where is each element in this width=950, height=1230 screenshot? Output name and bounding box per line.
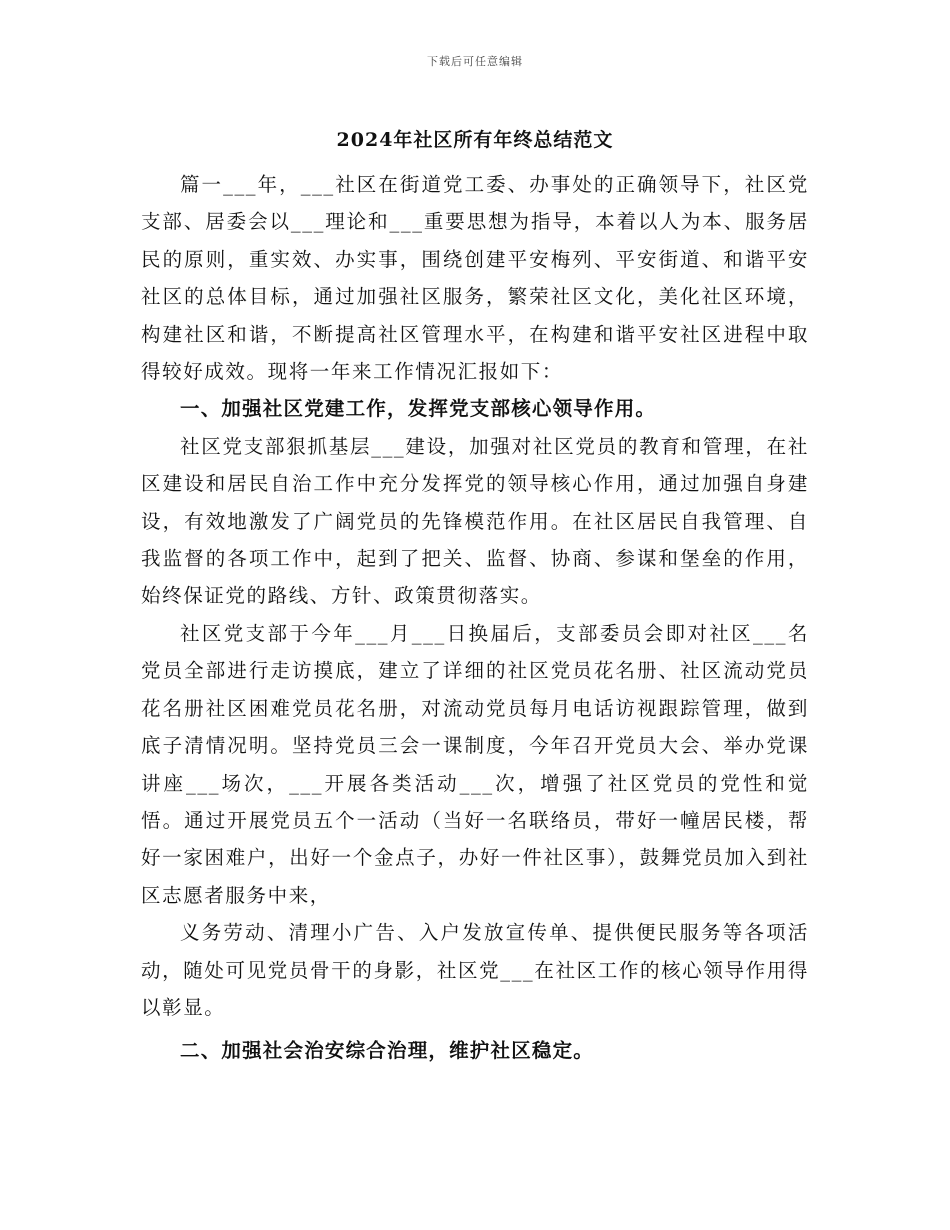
section-heading-2: 二、加强社会治安综合治理，维护社区稳定。 bbox=[180, 1039, 595, 1063]
paragraph-party-building: 社区党支部狠抓基层___建设，加强对社区党员的教育和管理，在社区建设和居民自治工作中充分发挥党的领导核心作用，通过加强自身建设，有效地激发了广阔党员的先锋模范作用。在社区居民自我管理、自我监督的各项工作中，起到了把关、监督、协商、参谋和堡垒的作用，始终保证党的路线、方针、政策贯彻落实。 bbox=[141, 434, 809, 608]
paragraph-intro: 篇一___年，___社区在街道党工委、办事处的正确领导下，社区党支部、居委会以___理论和___重要思想为指导，本着以人为本、服务居民的原则，重实效、办实事，围绕创建平安梅列、平安街道、和谐平安社区的总体目标，通过加强社区服务，繁荣社区文化，美化社区环境，构建社区和谐，不断提高社区管理水平，在构建和谐平安社区进程中取得较好成效。现将一年来工作情况汇报如下： bbox=[141, 173, 809, 384]
paragraph-party-members: 社区党支部于今年___月___日换届后，支部委员会即对社区___名党员全部进行走访摸底，建立了详细的社区党员花名册、社区流动党员花名册社区困难党员花名册，对流动党员每月电话访视跟踪管理，做到底子清情况明。坚持党员三会一课制度，今年召开党员大会、举办党课讲座___场次，___开展各类活动___次，增强了社区党员的党性和觉悟。通过开展党员五个一活动（当好一名联络员，带好一幢居民楼，帮好一家困难户，出好一个金点子，办好一件社区事），鼓舞党员加入到社区志愿者服务中来， bbox=[141, 621, 809, 907]
paragraph-volunteer: 义务劳动、清理小广告、入户发放宣传单、提供便民服务等各项活动，随处可见党员骨干的身影，社区党___在社区工作的核心领导作用得以彰显。 bbox=[141, 921, 809, 1019]
header-note: 下载后可任意编辑 bbox=[427, 55, 523, 68]
section-heading-1: 一、加强社区党建工作，发挥党支部核心领导作用。 bbox=[180, 397, 657, 421]
document-title: 2024年社区所有年终总结范文 bbox=[336, 129, 614, 151]
document-body bbox=[141, 166, 809, 1070]
